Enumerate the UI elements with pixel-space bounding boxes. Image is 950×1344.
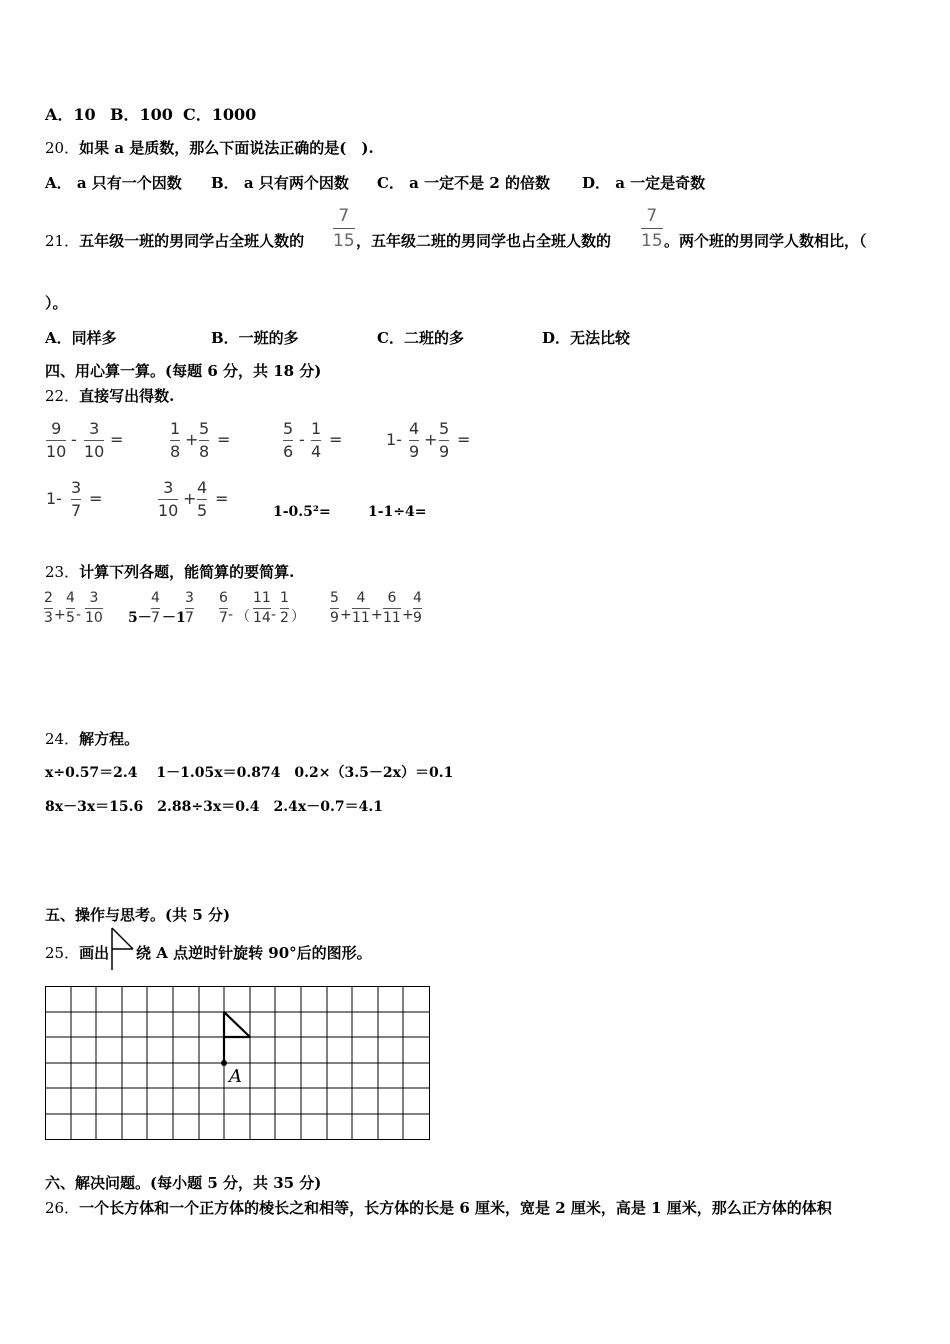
q25-grid	[45, 986, 432, 1142]
q24-text: 解方程。	[79, 730, 140, 748]
q23-e4-fraction-3: 6 11	[383, 590, 401, 626]
q20-option-a: A． a 只有一个因数	[45, 174, 182, 192]
q22-question	[45, 386, 174, 406]
q23-e2-op: －1	[162, 610, 186, 626]
q23-number: 23．	[45, 563, 80, 581]
q22-r1-e3-equals: =	[329, 430, 343, 449]
q22-r1-e4-fraction-a: 4 9	[409, 419, 420, 461]
q22-r1-e4-op: +	[424, 430, 438, 449]
q20-option-b: B． a 只有两个因数	[211, 174, 349, 192]
q22-r1-e1-fraction-a: 9 10	[46, 419, 67, 461]
q20-number: 20．	[45, 139, 80, 157]
q23-question	[45, 562, 294, 582]
q23-e3-op-2: -	[271, 607, 277, 623]
q22-r1-e2-equals: =	[217, 430, 231, 449]
q22-r2-e4: 1-1÷4=	[368, 504, 427, 520]
q21-text-3: 。两个班的男同学人数相比，（	[664, 232, 867, 250]
q21-question	[45, 231, 304, 251]
q22-r1-e1-op: -	[71, 430, 77, 449]
q23-e4-op-2: +	[371, 607, 383, 623]
section-6-heading: 六、解决问题。(每小题 5 分，共 35 分)	[45, 1174, 322, 1192]
q20-question	[45, 138, 374, 158]
q23-e3-left-paren: （	[236, 609, 250, 625]
q25-question	[45, 943, 109, 963]
q25-point-a-label: A	[229, 1066, 242, 1087]
q23-e4-fraction-1: 5 9	[330, 590, 339, 626]
q26-text: 一个长方体和一个正方体的棱长之和相等，长方体的长是 6 厘米，宽是 2 厘米，高是 1 厘米，那么正方体的体积	[79, 1199, 832, 1217]
q25-number: 25．	[45, 944, 80, 962]
section-4-heading: 四、用心算一算。(每题 6 分，共 18 分)	[45, 362, 322, 380]
q23-e3-op-1: -	[228, 607, 234, 623]
q21-number: 21．	[45, 232, 80, 250]
q21-option-a: A．同样多	[45, 329, 117, 347]
q23-e3-fraction-1: 6 7	[219, 590, 228, 626]
q23-e4-fraction-2: 4 11	[352, 590, 370, 626]
q21-option-b: B．一班的多	[211, 329, 299, 347]
q23-e4-fraction-4: 4 9	[413, 590, 422, 626]
q24-question	[45, 729, 139, 749]
q20-text: 如果 a 是质数，那么下面说法正确的是( ).	[79, 139, 374, 157]
q22-r2-e1-equals: =	[89, 489, 103, 508]
q23-e4-op-1: +	[340, 607, 352, 623]
q22-r1-e4-prefix: 1-	[386, 430, 402, 449]
q23-e1-op-2: -	[76, 607, 82, 623]
q23-e1-fraction-1: 2 3	[44, 590, 53, 626]
q25-flag-figure	[224, 1012, 250, 1063]
q23-e1-op-1: +	[54, 607, 66, 623]
q22-r2-e2-fraction-b: 4 5	[197, 478, 208, 520]
section-5-heading: 五、操作与思考。(共 5 分)	[45, 906, 231, 924]
q25-text-2: 绕 A 点逆时针旋转 90°后的图形。	[136, 944, 372, 962]
q22-number: 22．	[45, 387, 80, 405]
q22-r2-e2-fraction-a: 3 10	[158, 478, 179, 520]
q22-r1-e1-equals: =	[110, 430, 124, 449]
q21-text-1: 五年级一班的男同学占全班人数的	[79, 232, 305, 250]
q23-e4-op-3: +	[402, 607, 414, 623]
q23-e1-fraction-2: 4 5	[66, 590, 75, 626]
q22-text: 直接写出得数.	[79, 387, 175, 405]
q22-r1-e2-fraction-b: 5 8	[199, 419, 210, 461]
q21-fraction-1: 7 15	[333, 206, 355, 251]
q23-e3-right-paren: ）	[291, 609, 305, 625]
q23-e2-prefix: 5－	[128, 610, 152, 626]
q22-r1-e1-fraction-b: 3 10	[84, 419, 105, 461]
q22-r2-e2-equals: =	[215, 489, 229, 508]
q19-option-a: A．10	[45, 105, 96, 124]
q22-r2-e3: 1-0.5²=	[273, 504, 331, 520]
q20-option-d: D． a 一定是奇数	[582, 174, 706, 192]
q22-r1-e3-fraction-a: 5 6	[283, 419, 294, 461]
q22-r1-e3-op: -	[299, 430, 305, 449]
q21-text-2: ，五年级二班的男同学也占全班人数的	[356, 232, 612, 250]
q22-r1-e2-op: +	[185, 430, 199, 449]
q23-text: 计算下列各题，能简算的要简算.	[79, 563, 295, 581]
q22-r2-e1-fraction: 3 7	[71, 478, 82, 520]
q22-r1-e4-equals: =	[457, 430, 471, 449]
q23-e3-fraction-3: 1 2	[280, 590, 289, 626]
q23-e1-fraction-3: 3 10	[85, 590, 103, 626]
q20-option-c: C． a 一定不是 2 的倍数	[377, 174, 550, 192]
q22-r1-e3-fraction-b: 1 4	[311, 419, 322, 461]
q21-option-d: D．无法比较	[542, 329, 631, 347]
q24-equations-line-2: 8x－3x＝15.6 2.88÷3x＝0.4 2.4x－0.7＝4.1	[45, 799, 383, 815]
q26-number: 26．	[45, 1199, 80, 1217]
q21-fraction-2: 7 15	[641, 206, 663, 251]
q21-option-c: C．二班的多	[377, 329, 464, 347]
q22-r1-e4-fraction-b: 5 9	[439, 419, 450, 461]
q24-equations-line-1: x÷0.57＝2.4 1－1.05x＝0.874 0.2×（3.5－2x）＝0.1	[45, 765, 454, 781]
q23-e2-fraction-2: 3 7	[185, 590, 194, 626]
q23-e2-fraction-1: 4 7	[151, 590, 160, 626]
q25-flag-shape-icon	[108, 926, 136, 972]
q26-question	[45, 1198, 832, 1218]
q25-text-1: 画出	[79, 944, 110, 962]
q19-option-b: B．100	[110, 105, 173, 124]
q22-r2-e2-op: +	[183, 489, 197, 508]
q25-point-a	[221, 1060, 227, 1066]
q19-option-c: C．1000	[183, 105, 257, 124]
q22-r2-e1-prefix: 1-	[46, 489, 62, 508]
q24-number: 24．	[45, 730, 80, 748]
q23-e3-fraction-2: 11 14	[253, 590, 271, 626]
q22-r1-e2-fraction-a: 1 8	[170, 419, 181, 461]
q21-close: ）。	[45, 294, 68, 312]
